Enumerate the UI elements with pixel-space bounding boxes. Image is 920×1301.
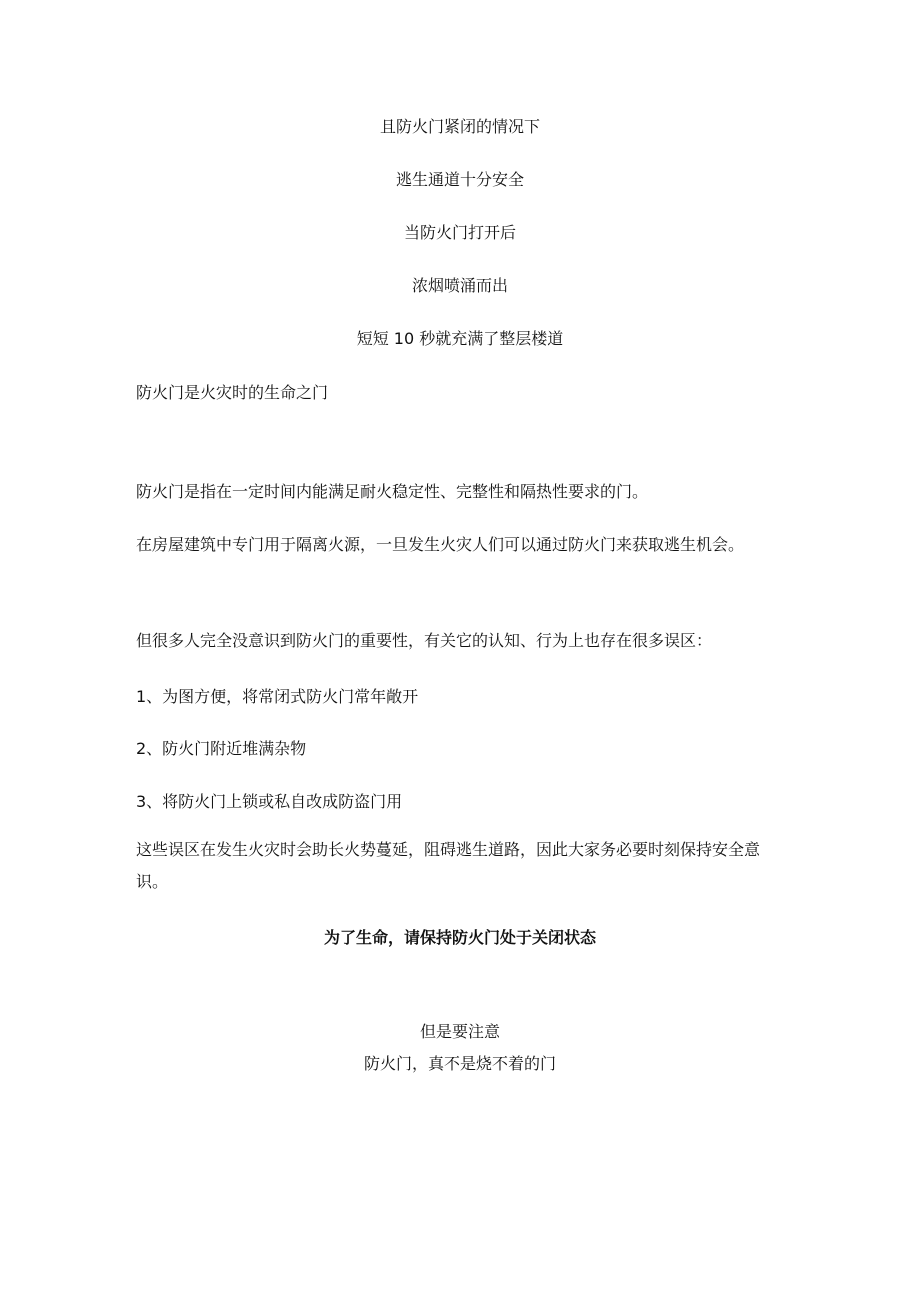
misconception-item: 1、为图方便，将常闭式防火门常年敞开	[136, 687, 419, 706]
closing-line: 防火门，真不是烧不着的门	[363, 1054, 556, 1073]
definition-paragraph: 在房屋建筑中专门用于隔离火源，一旦发生火灾人们可以通过防火门来获取逃生机会。	[136, 535, 745, 554]
misconception-item: 3、将防火门上锁或私自改成防盗门用	[136, 792, 403, 811]
intro-line: 当防火门打开后	[403, 223, 516, 242]
intro-line: 逃生通道十分安全	[395, 170, 524, 189]
definition-paragraph: 防火门是指在一定时间内能满足耐火稳定性、完整性和隔热性要求的门。	[136, 482, 649, 501]
misconception-summary: 这些误区在发生火灾时会助长火势蔓延，阻碍逃生道路，因此大家务必要时刻保持安全意识。	[136, 840, 761, 891]
slogan: 为了生命，请保持防火门处于关闭状态	[323, 928, 596, 947]
misconception-item: 2、防火门附近堆满杂物	[136, 739, 307, 758]
intro-line: 且防火门紧闭的情况下	[379, 117, 540, 136]
intro-line: 浓烟喷涌而出	[411, 276, 508, 295]
closing-line: 但是要注意	[419, 1022, 500, 1041]
intro-line: 短短 10 秒就充满了整层楼道	[356, 329, 564, 348]
section-heading: 防火门是火灾时的生命之门	[136, 383, 329, 402]
misconception-intro: 但很多人完全没意识到防火门的重要性，有关它的认知、行为上也存在很多误区：	[136, 631, 713, 650]
